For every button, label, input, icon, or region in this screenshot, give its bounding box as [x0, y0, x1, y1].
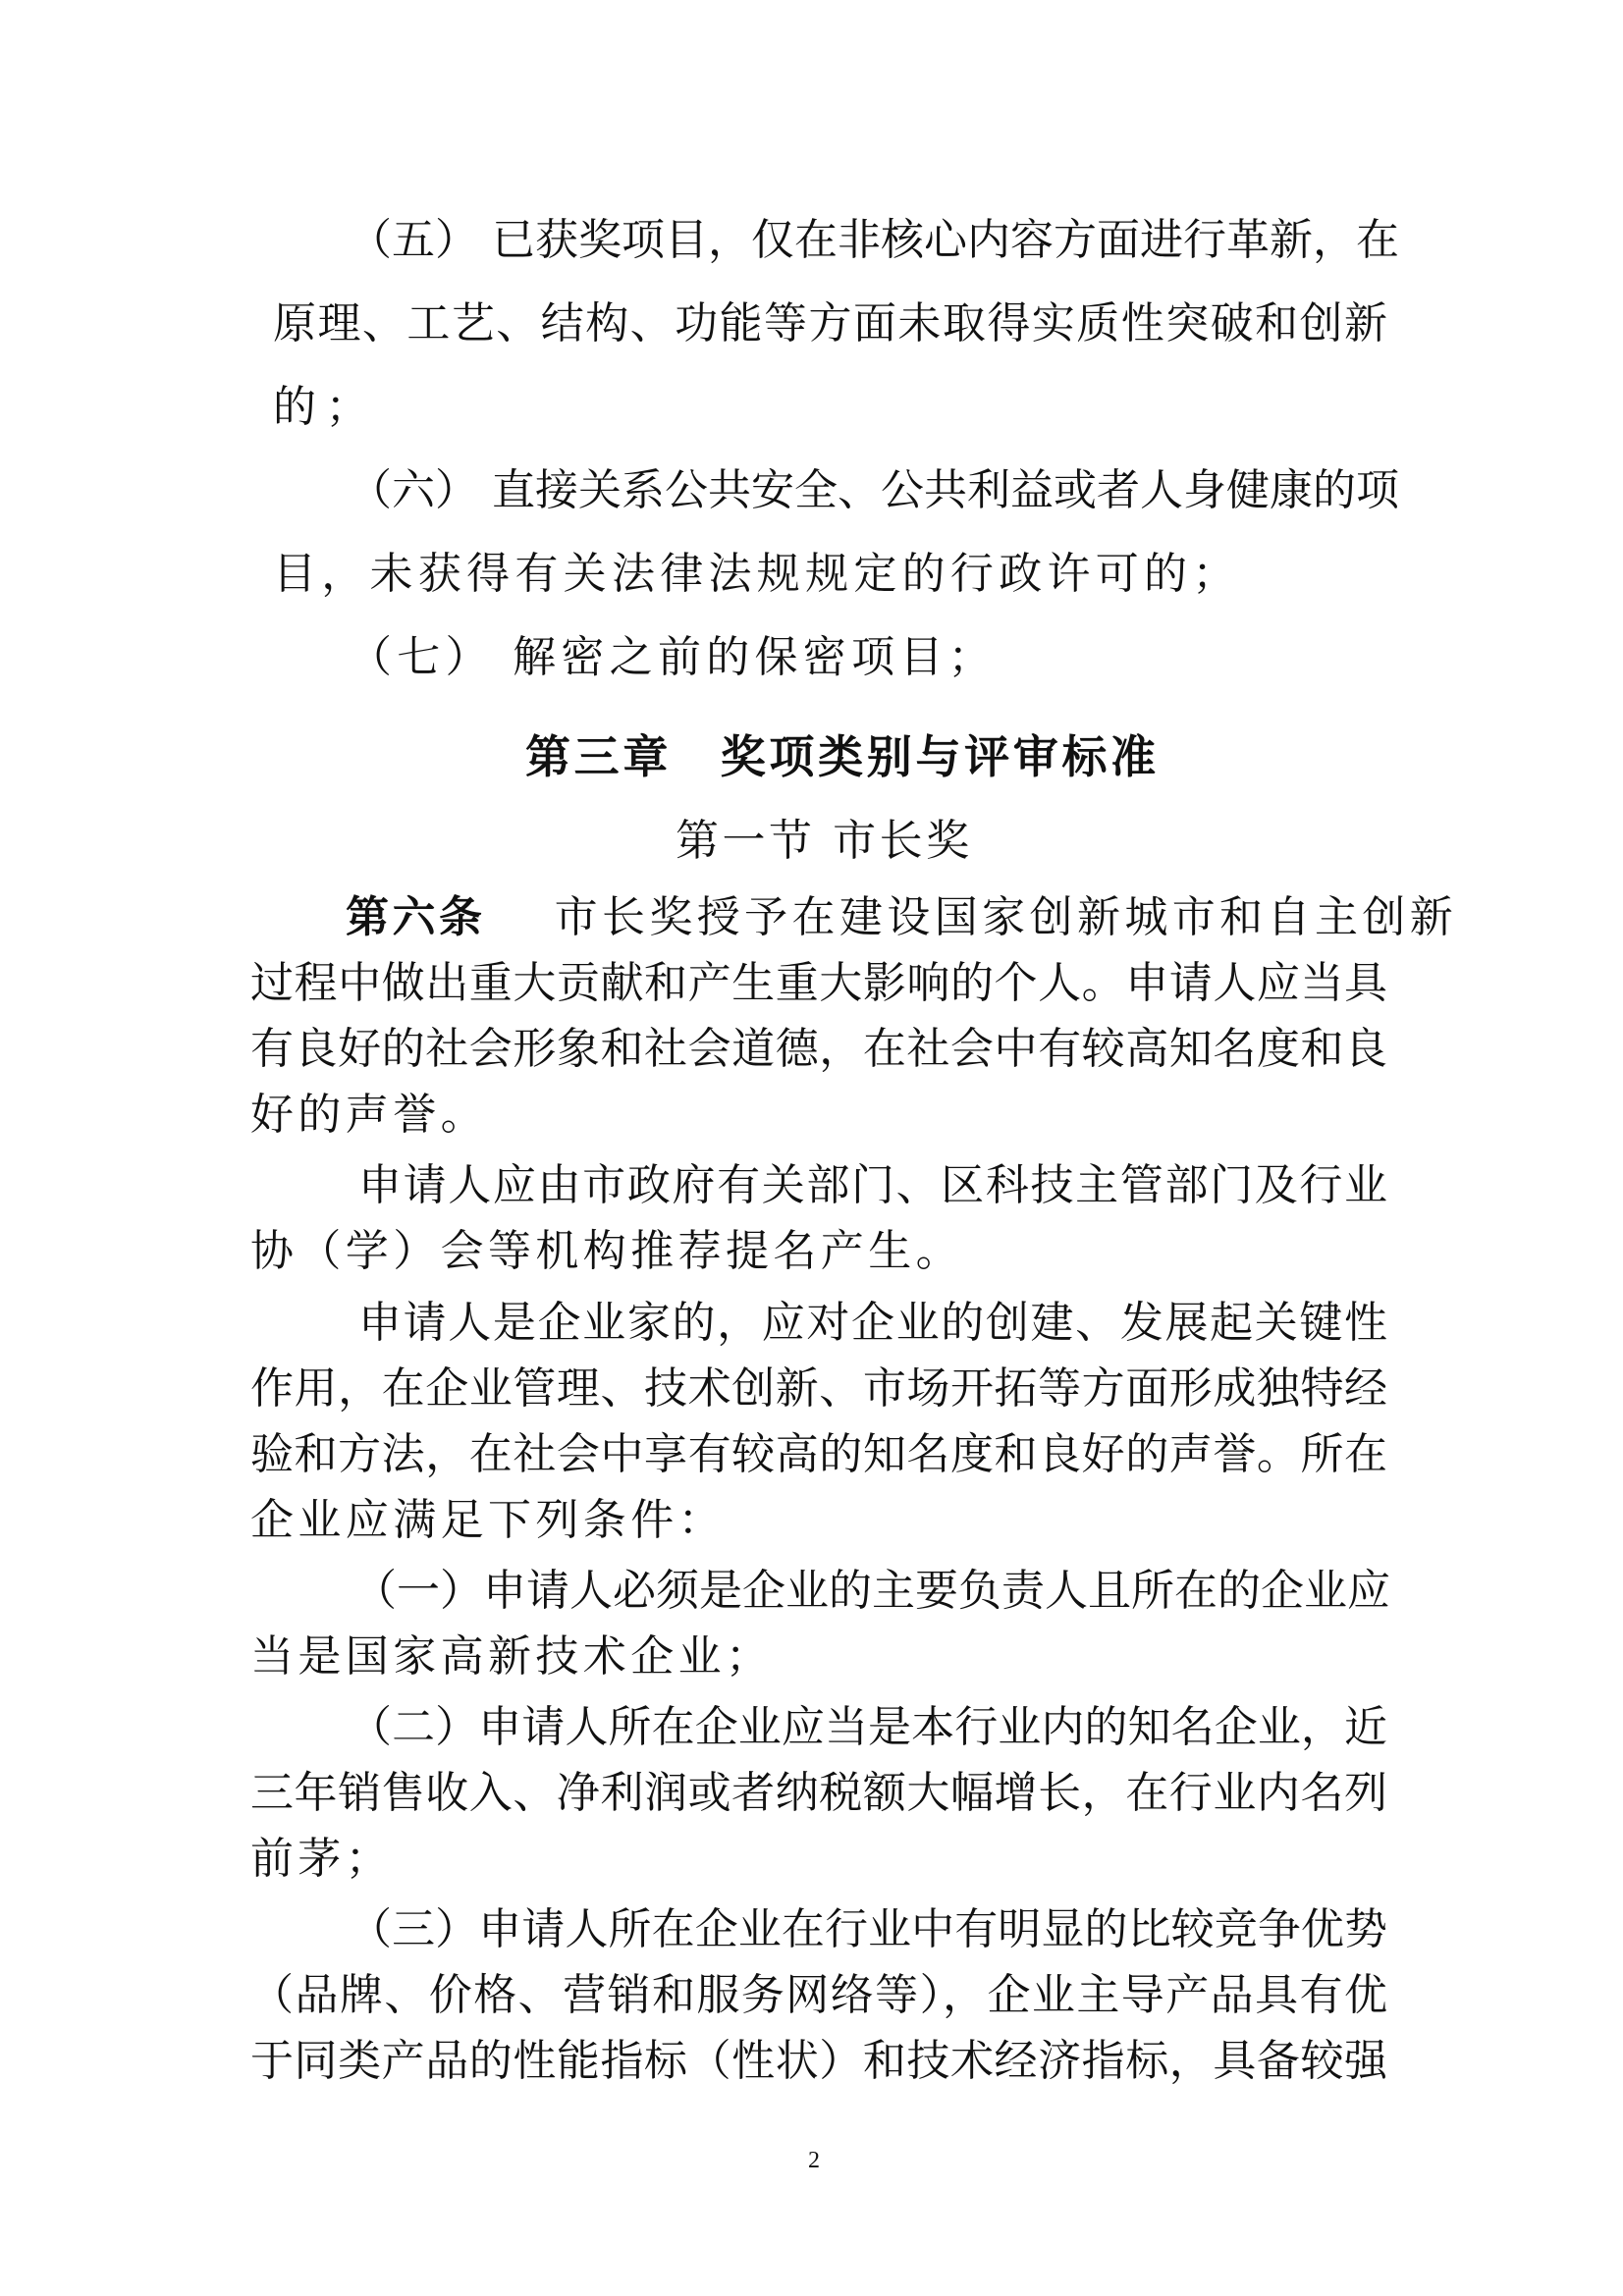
article6-line1 [346, 888, 1457, 947]
cond1-line1: （一）申请人必须是企业的主要负责人且所在的企业应 [353, 1566, 1390, 1616]
cond3-line3: 于同类产品的性能指标（性状）和技术经济指标，具备较强 [250, 2036, 1387, 2086]
article6-text: 市长奖授予在建设国家创新城市和自主创新 [554, 892, 1458, 942]
cond2-line1: （二）申请人所在企业应当是本行业内的知名企业，近 [349, 1702, 1387, 1752]
article6-line3: 有良好的社会形象和社会道德，在社会中有较高知名度和良 [250, 1024, 1387, 1074]
page-number: 2 [808, 2148, 820, 2173]
section-title: 第一节 市长奖 [676, 816, 973, 866]
cond3-line2: （品牌、价格、营销和服务网络等），企业主导产品具有优 [250, 1970, 1387, 2020]
entrepreneur-line3: 验和方法，在社会中享有较高的知名度和良好的声誉。所在 [250, 1429, 1387, 1479]
article6-line4: 好的声誉。 [250, 1090, 488, 1140]
entrepreneur-line2: 作用，在企业管理、技术创新、市场开拓等方面形成独特经 [250, 1363, 1387, 1414]
cond2-line3: 前茅； [250, 1834, 394, 1884]
nominate-line2: 协（学）会等机构推荐提名产生。 [250, 1226, 963, 1276]
nominate-line1: 申请人应由市政府有关部门、区科技主管部门及行业 [358, 1160, 1387, 1210]
article6-label: 第六条 [346, 892, 486, 942]
para7-line1: （七） 解密之前的保密项目； [349, 632, 997, 682]
para6-line2: 目，未获得有关法律法规规定的行政许可的； [273, 549, 1241, 599]
entrepreneur-line4: 企业应满足下列条件： [250, 1495, 726, 1545]
para6-line1: （六） 直接关系公共安全、公共利益或者人身健康的项 [349, 465, 1399, 515]
entrepreneur-line1: 申请人是企业家的，应对企业的创建、发展起关键性 [358, 1298, 1387, 1348]
para5-line2: 原理、工艺、结构、功能等方面未取得实质性突破和创新 [273, 298, 1387, 348]
article6-line2: 过程中做出重大贡献和产生重大影响的个人。申请人应当具 [250, 958, 1387, 1008]
cond2-line2: 三年销售收入、净利润或者纳税额大幅增长，在行业内名列 [250, 1768, 1387, 1818]
para5-line1: （五） 已获奖项目，仅在非核心内容方面进行革新，在 [349, 215, 1399, 265]
cond3-line1: （三）申请人所在企业在行业中有明显的比较竞争优势 [349, 1904, 1387, 1954]
chapter-title: 第三章 奖项类别与评审标准 [525, 730, 1160, 783]
cond1-line2: 当是国家高新技术企业； [250, 1631, 774, 1682]
para5-line3: 的； [273, 382, 379, 432]
